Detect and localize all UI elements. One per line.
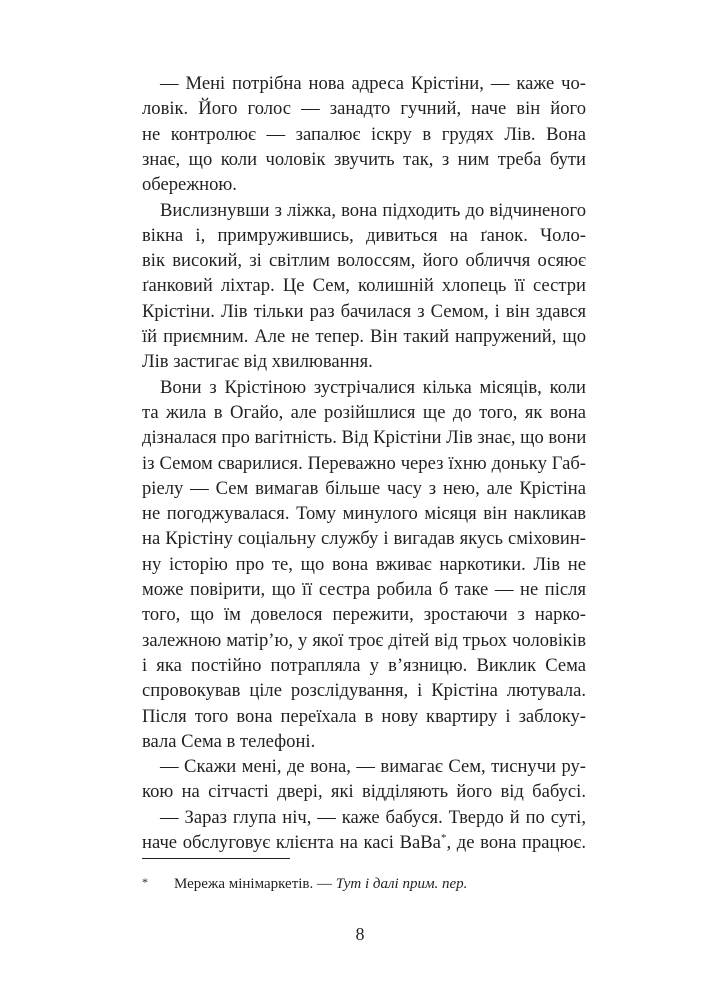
text-line: ну історію про те, що вона вживає наркотики. Лів не (142, 553, 586, 575)
text-line-with-footnote-ref (142, 830, 586, 855)
text-line: Лів застигає від хвилювання. (142, 351, 373, 373)
text-line: Крістіни. Лів тільки раз бачилася з Семом, і він здався (142, 300, 586, 322)
text-line: їй приємним. Але не тепер. Він такий напружений, що (142, 326, 586, 347)
text-segment: , де вона працює. (446, 832, 586, 853)
text-line: ловік. Його голос — занадто гучний, наче він його (142, 98, 586, 120)
text-segment: наче обслуговує клієнта на касі ВаВа (142, 832, 441, 853)
text-line: може повірити, що її сестра робила б таке — не після (142, 579, 586, 600)
text-line: та жила в Огайо, але розійшлися ще до того, як вона (142, 401, 586, 423)
text-line: на Крістіну соціальну службу і вигадав якусь сміховин- (142, 528, 586, 550)
footnote-reference: * (440, 831, 447, 844)
text-line: кою на сітчасті двері, які відділяють його від бабусі. (142, 781, 586, 803)
footnote-translator-note: Тут і далі прим. пер. (335, 876, 468, 892)
text-line: вала Сема в телефоні. (142, 730, 316, 752)
text-line: вік високий, зі світлим волоссям, його обличчя осяює (142, 250, 586, 272)
text-line: не контролює — запалює іскру в грудях Лів. Вона (142, 123, 586, 145)
text-line: Вони з Крістіною зустрічалися кілька місяців, коли (160, 376, 586, 398)
text-line: ріелу — Сем вимагав більше часу з нею, але Крістіна (142, 477, 586, 499)
text-line: дізналася про вагітність. Від Крістіни Лів знає, що вони (142, 427, 587, 449)
text-line: спровокував ціле розслідування, і Крістіна лютувала. (142, 680, 586, 702)
footnote-marker: * (142, 875, 148, 889)
footnote-text (174, 873, 467, 895)
text-line: — Скажи мені, де вона, — вимагає Сем, тиснучи ру- (160, 756, 586, 778)
text-line: із Семом сварилися. Переважно через їхню доньку Габ- (142, 452, 586, 474)
footnote (142, 873, 586, 961)
text-line: залежною матір’ю, у якої троє дітей від трьох чоловіків (142, 629, 586, 651)
text-line: — Зараз глупа ніч, — каже бабуся. Твердо й по суті, (160, 806, 586, 828)
text-line: Вислизнувши з ліжка, вона підходить до відчиненого (160, 199, 586, 221)
text-line: вікна і, примружившись, дивиться на ґанок. Чоло- (142, 224, 586, 246)
text-line: не погоджувалася. Тому минулого місяця він накликав (142, 503, 586, 525)
text-line: того, що їм довелося пережити, зростаючи з нарко- (142, 604, 586, 626)
page-number: 8 (355, 924, 365, 944)
text-line: ґанковий ліхтар. Це Сем, колишній хлопець її сестри (142, 275, 586, 297)
footnote-divider (142, 858, 290, 859)
text-line: знає, що коли чоловік звучить так, з ним треба бути (142, 148, 586, 170)
text-line: Після того вона переїхала в нову квартиру і заблоку- (142, 705, 586, 727)
text-line: — Мені потрібна нова адреса Крістіни, — каже чо- (160, 73, 586, 94)
footnote-body: Мережа мінімаркетів. — (174, 876, 336, 892)
text-line: і яка постійно потрапляла у в’язницю. Виклик Сема (142, 654, 586, 676)
text-line: обережною. (142, 174, 237, 196)
